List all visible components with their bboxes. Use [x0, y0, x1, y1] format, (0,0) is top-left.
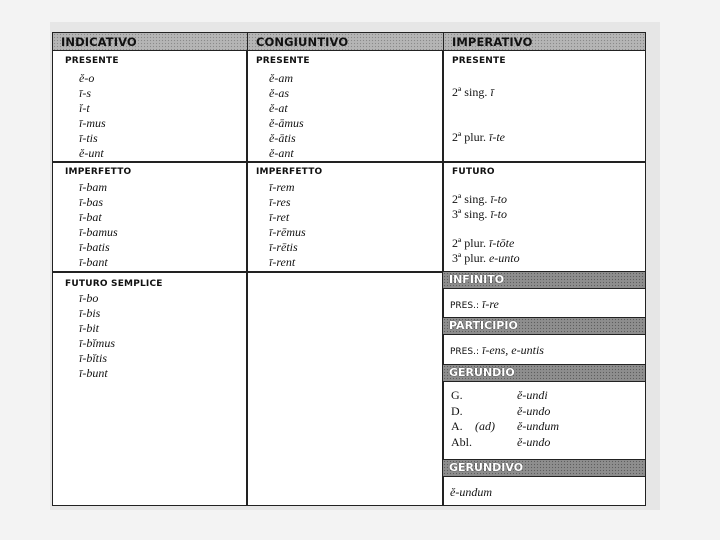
row-divider [53, 271, 443, 273]
verb-form: ī-bunt [79, 366, 108, 380]
verb-form: ĕ-āmus [269, 116, 304, 130]
gerundio-row [451, 435, 559, 451]
case-label: G. [451, 388, 463, 402]
imperativo-futuro-row [452, 192, 507, 207]
verb-form: ī-batis [79, 240, 110, 254]
conjugation-table [52, 32, 646, 506]
verb-form: ĕ-undum [517, 419, 559, 433]
preposition [501, 435, 517, 451]
verb-form: ĕ-at [269, 101, 288, 115]
verb-form: ī-bamus [79, 225, 118, 239]
forms-congiuntivo-presente [269, 71, 304, 161]
case-label: D. [451, 403, 463, 418]
verb-form: ī-bo [79, 291, 99, 305]
header-gerundivo: GERUNDIVO [443, 459, 645, 477]
verb-form: ī-bĭmus [79, 336, 115, 350]
header-congiuntivo: CONGIUNTIVO [248, 33, 443, 51]
gerundio-table [451, 388, 559, 450]
label-imperativo-presente: PRESENTE [452, 56, 506, 66]
verb-form: ī-tōte [488, 236, 515, 250]
case-label: Abl. [451, 434, 472, 449]
verb-form: ī-tis [79, 131, 98, 145]
imperativo-futuro-row [452, 251, 520, 266]
person-label: 2ª sing. [452, 85, 488, 99]
verb-form: ī-re [481, 297, 499, 311]
verb-form: ī-rent [269, 255, 296, 269]
verb-form: ĕ-unt [79, 146, 104, 160]
verb-form: ĭ-t [79, 101, 90, 115]
verb-form: ī-bit [79, 321, 99, 335]
header-indicativo: INDICATIVO [53, 33, 247, 51]
column-divider [246, 33, 248, 505]
verb-form: ī-res [269, 195, 291, 209]
forms-indicativo-presente [79, 71, 106, 161]
row-divider [53, 161, 443, 163]
header-participio: PARTICIPIO [443, 317, 645, 335]
header-imperativo: IMPERATIVO [444, 33, 645, 51]
imperativo-presente-sing [452, 85, 494, 100]
person-label: 2ª plur. [452, 236, 486, 250]
verb-form: ī-rētis [269, 240, 298, 254]
label-congiuntivo-presente: PRESENTE [256, 56, 310, 66]
verb-form: ĕ-ātis [269, 131, 296, 145]
preposition: (ad) [475, 419, 495, 433]
person-label: 2ª sing. [452, 192, 488, 206]
person-label: 3ª plur. [452, 251, 486, 265]
forms-indicativo-imperfetto [79, 180, 118, 270]
row-divider [443, 161, 645, 163]
label-indicativo-imperfetto: IMPERFETTO [65, 167, 132, 177]
imperativo-futuro-row [452, 236, 514, 251]
forms-indicativo-futuro [79, 291, 115, 381]
verb-form: ī [490, 85, 494, 99]
verb-form: ī-bam [79, 180, 107, 194]
verb-form: ī-s [79, 86, 91, 100]
infinito-row [450, 297, 499, 312]
header-infinito: INFINITO [443, 271, 645, 289]
verb-form: ĕ-undi [517, 388, 548, 402]
verb-form: ĕ-ant [269, 146, 294, 160]
tense-label: PRES.: [450, 347, 479, 357]
verb-form: ī-bant [79, 255, 108, 269]
verb-form: ĕ-as [269, 86, 289, 100]
gerundivo-row [450, 485, 492, 500]
label-congiuntivo-imperfetto: IMPERFETTO [256, 167, 323, 177]
verb-form: e-unto [488, 251, 520, 265]
imperativo-presente-plur [452, 130, 505, 145]
verb-form: ĕ-undum [450, 485, 492, 499]
label-imperativo-futuro: FUTURO [452, 167, 495, 177]
gerundio-row [451, 404, 559, 420]
verb-form: ĕ-undo [517, 403, 551, 418]
person-label: 2ª plur. [452, 130, 486, 144]
verb-form: ī-to [490, 192, 507, 206]
verb-form: ī-te [488, 130, 505, 144]
imperativo-futuro-row [452, 207, 507, 222]
verb-form: ī-to [490, 207, 507, 221]
tense-label: PRES.: [450, 301, 479, 311]
column-divider [442, 33, 444, 505]
header-gerundio: GERUNDIO [443, 364, 645, 382]
label-indicativo-presente: PRESENTE [65, 56, 119, 66]
verb-form: ī-ens, e-untis [481, 343, 544, 357]
verb-form: ī-rēmus [269, 225, 306, 239]
verb-form: ī-bas [79, 195, 103, 209]
verb-form: ī-rem [269, 180, 295, 194]
verb-form: ī-bĭtis [79, 351, 108, 365]
label-indicativo-futuro: FUTURO SEMPLICE [65, 279, 163, 289]
preposition [501, 388, 517, 404]
gerundio-row [451, 388, 559, 404]
case-label: A. [451, 419, 463, 433]
verb-form: ī-mus [79, 116, 106, 130]
gerundio-row [451, 419, 559, 435]
forms-congiuntivo-imperfetto [269, 180, 306, 270]
verb-form: ī-ret [269, 210, 290, 224]
participio-row [450, 343, 544, 358]
verb-form: ī-bis [79, 306, 101, 320]
verb-form: ĕ-o [79, 71, 95, 85]
preposition [501, 404, 517, 420]
verb-form: ī-bat [79, 210, 102, 224]
verb-form: ĕ-undo [517, 434, 551, 449]
verb-form: ĕ-am [269, 71, 293, 85]
person-label: 3ª sing. [452, 207, 488, 221]
